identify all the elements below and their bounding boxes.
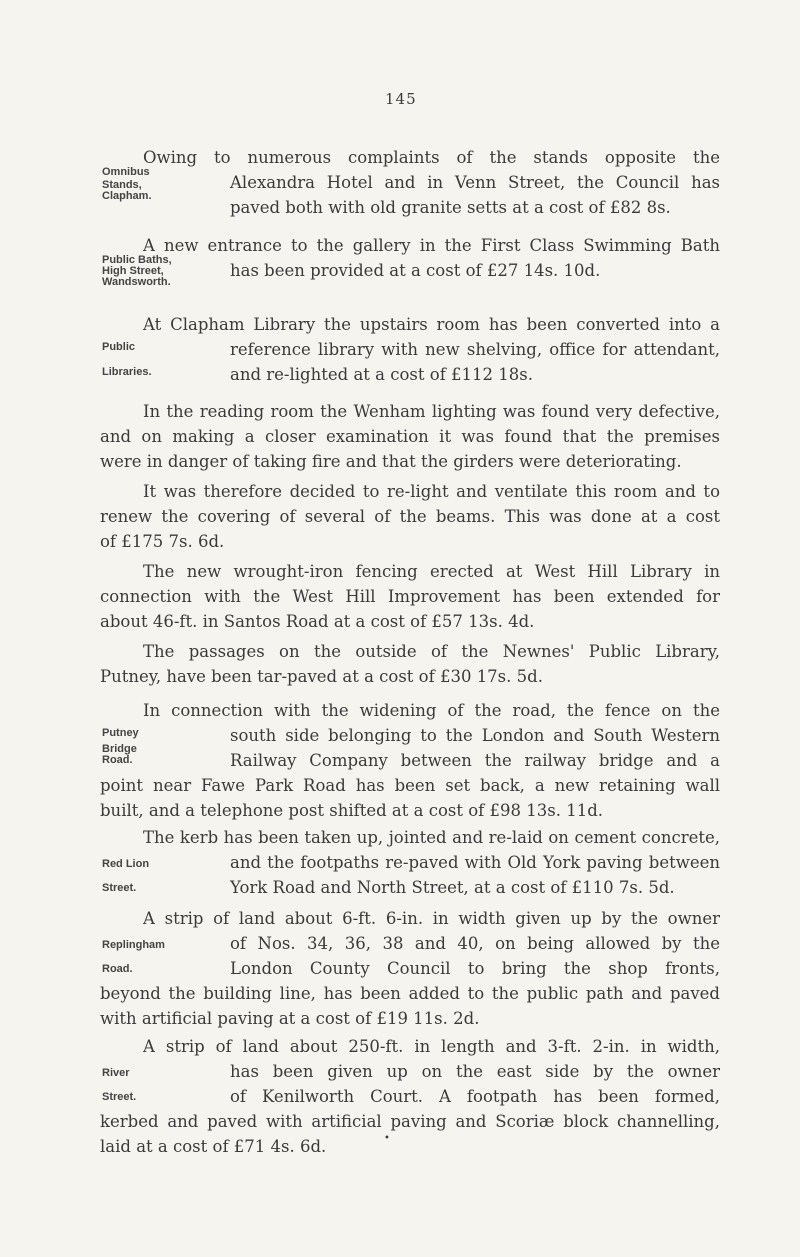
margin-note: Omnibus Stands, Clapham.	[102, 166, 152, 202]
text-line: and re-lighted at a cost of £112 18s.	[230, 365, 533, 384]
text-line: In connection with the widening of the road, the fence on the	[143, 701, 720, 720]
margin-note: River Street.	[102, 1067, 137, 1103]
text-line: In the reading room the Wenham lighting was found very defective,	[143, 402, 720, 421]
margin-note: Public Baths, High Street, Wandsworth.	[102, 254, 172, 288]
text-line: of £175 7s. 6d.	[100, 532, 225, 551]
margin-note: Putney Bridge Road.	[102, 727, 139, 766]
text-line: of Kenilworth Court. A footpath has been formed,	[230, 1087, 720, 1106]
text-line: and on making a closer examination it was found that the premises	[100, 427, 720, 446]
paragraph-public-baths	[100, 233, 720, 288]
paragraph-replingham-road	[100, 906, 720, 1031]
text-line: York Road and North Street, at a cost of £110 7s. 5d.	[230, 878, 675, 897]
paragraph-red-lion-street	[100, 825, 720, 900]
paragraph-reading-room	[100, 399, 720, 474]
paragraph-relight	[100, 479, 720, 554]
text-line: Putney, have been tar-paved at a cost of £30 17s. 5d.	[100, 667, 543, 686]
margin-note: Replingham Road.	[102, 939, 165, 975]
text-line: renew the covering of several of the beams. This was done at a cost	[100, 507, 720, 526]
text-line: Alexandra Hotel and in Venn Street, the Council has	[230, 173, 720, 192]
text-line: south side belonging to the London and South Western	[230, 726, 720, 745]
text-line: has been given up on the east side by the owner	[230, 1062, 720, 1081]
text-line: has been provided at a cost of £27 14s. 10d.	[230, 261, 601, 280]
text-line: It was therefore decided to re-light and ventilate this room and to	[143, 482, 720, 501]
text-line: Railway Company between the railway bridge and a	[230, 751, 720, 770]
text-line: A strip of land about 6-ft. 6-in. in width given up by the owner	[143, 909, 720, 928]
text-line: A strip of land about 250-ft. in length and 3-ft. 2-in. in width,	[143, 1037, 720, 1056]
paragraph-newnes-library	[100, 639, 720, 689]
text-line: built, and a telephone post shifted at a cost of £98 13s. 11d.	[100, 801, 604, 820]
margin-note: Public Libraries.	[102, 341, 152, 378]
text-line: kerbed and paved with artificial paving and Scoriæ block channelling,	[100, 1112, 720, 1131]
text-line: were in danger of taking fire and that the girders were deteriorating.	[100, 452, 682, 471]
text-line: connection with the West Hill Improvement has been extended for	[100, 587, 720, 606]
text-line: A new entrance to the gallery in the First Class Swimming Bath	[143, 236, 720, 255]
text-line: with artificial paving at a cost of £19 11s. 2d.	[100, 1009, 480, 1028]
page-number: 145	[385, 90, 417, 108]
text-line: The passages on the outside of the Newnes' Public Library,	[143, 642, 720, 661]
text-line: of Nos. 34, 36, 38 and 40, on being allowed by the	[230, 934, 720, 953]
text-line: London County Council to bring the shop fronts,	[230, 959, 720, 978]
text-line: laid at a cost of £71 4s. 6d.	[100, 1137, 327, 1156]
text-line: about 46-ft. in Santos Road at a cost of £57 13s. 4d.	[100, 612, 535, 631]
paragraph-west-hill-fencing	[100, 559, 720, 634]
paragraph-omnibus-stands	[100, 145, 720, 220]
margin-note: Red Lion Street.	[102, 858, 150, 894]
text-line: point near Fawe Park Road has been set back, a new retaining wall	[100, 776, 720, 795]
ink-dot: •	[384, 1133, 390, 1144]
text-line: The kerb has been taken up, jointed and re-laid on cement concrete,	[143, 828, 720, 847]
text-line: beyond the building line, has been added to the public path and paved	[100, 984, 720, 1003]
text-line: The new wrought-iron fencing erected at West Hill Library in	[143, 562, 720, 581]
text-line: reference library with new shelving, office for attendant,	[230, 340, 720, 359]
paragraph-public-libraries	[100, 312, 720, 387]
paragraph-river-street	[100, 1034, 720, 1159]
text-line: At Clapham Library the upstairs room has been converted into a	[143, 315, 720, 334]
text-line: paved both with old granite setts at a cost of £82 8s.	[230, 198, 671, 217]
text-line: and the footpaths re-paved with Old York paving between	[230, 853, 720, 872]
text-line: Owing to numerous complaints of the stands opposite the	[143, 148, 720, 167]
paragraph-putney-bridge-road	[100, 698, 720, 823]
